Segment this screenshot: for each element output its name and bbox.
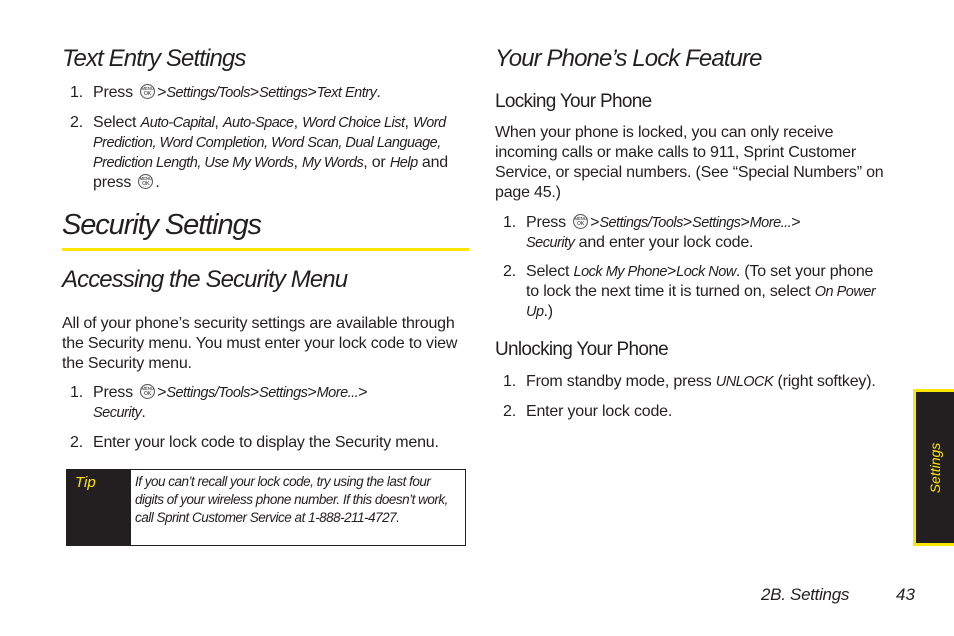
security-intro: All of your phone’s security settings are available through the Security menu. You must enter your lock code to view the Security menu.	[62, 315, 458, 372]
locking-intro: When your phone is locked, you can only receive incoming calls or make calls to 911, Sprint Customer Service, or special numbers. (See “Special Numbers” on page 45.)	[495, 124, 884, 201]
option-help: Help	[389, 155, 418, 171]
option-list: Word Prediction, Word Completion, Word Scan, Dual Language, Prediction Length, Use My Words	[93, 115, 446, 171]
menu-ok-key-icon: MENU OK	[140, 84, 155, 99]
footer-page-number: 43	[896, 585, 915, 604]
menu-ok-key-icon: MENU OK	[140, 384, 155, 399]
step-number: 2.	[70, 114, 83, 131]
menu-ok-key-icon: MENU OK	[138, 174, 153, 189]
locking-your-phone-heading: Locking Your Phone	[495, 91, 652, 112]
option-auto-capital: Auto-Capital	[140, 115, 215, 131]
heading-rule	[62, 248, 469, 251]
lock-feature-heading: Your Phone’s Lock Feature	[495, 45, 762, 72]
tip-label: Tip	[75, 474, 96, 491]
accessing-security-menu-heading: Accessing the Security Menu	[62, 266, 348, 293]
footer-section-label: 2B. Settings	[761, 585, 850, 604]
unlock-softkey-label: UNLOCK	[715, 374, 774, 390]
step-number: 1.	[70, 84, 83, 101]
security-settings-heading: Security Settings	[62, 209, 261, 241]
tip-label-block	[67, 470, 131, 545]
section-side-tab	[913, 389, 954, 546]
tip-text: If you can’t recall your lock code, try using the last four digits of your wireless phone number. If this doesn’t work, call Sprint Customer Service at 1-888-211-4727.	[135, 474, 448, 525]
menu-ok-key-icon: MENU OK	[573, 214, 588, 229]
menu-path: Settings/Tools	[166, 85, 250, 101]
option-my-words: My Words	[301, 155, 364, 171]
side-tab-label: Settings	[927, 442, 943, 493]
option-auto-space: Auto-Space	[222, 115, 294, 131]
option-word-choice-list: Word Choice List	[302, 115, 405, 131]
tip-box	[66, 469, 466, 546]
text-entry-settings-heading: Text Entry Settings	[62, 45, 246, 72]
unlocking-your-phone-heading: Unlocking Your Phone	[495, 339, 668, 360]
